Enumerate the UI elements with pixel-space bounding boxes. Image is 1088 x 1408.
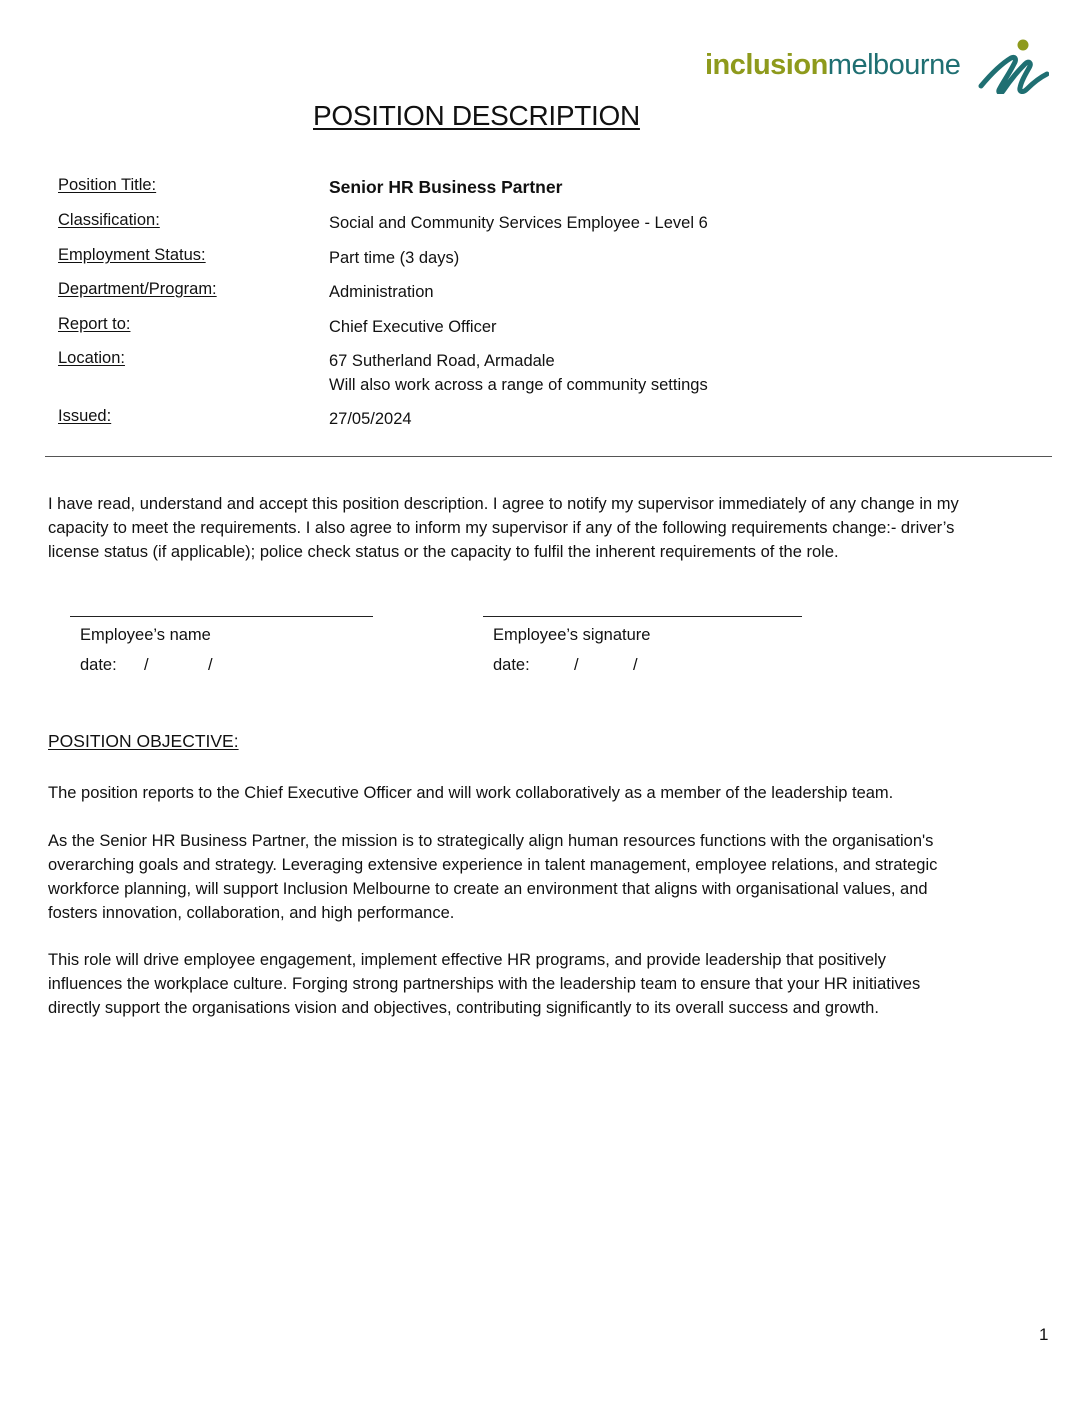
employee-name-label: Employee’s name <box>80 626 211 644</box>
detail-value: Chief Executive Officer <box>329 318 497 336</box>
detail-value: 67 Sutherland Road, Armadale <box>329 352 555 370</box>
logo-wordmark-melbourne: melbourne <box>827 49 961 81</box>
detail-value: Administration <box>329 283 434 301</box>
detail-value: Part time (3 days) <box>329 249 460 267</box>
organisation-logo <box>705 38 1050 94</box>
declaration-line: capacity to meet the requirements. I also agree to inform my supervisor if any of the following requirements change:- driver’s <box>48 519 955 537</box>
logo-wordmark-inclusion: inclusion <box>705 49 828 81</box>
declaration-line: I have read, understand and accept this position description. I agree to notify my supervisor immediately of any change in my <box>48 495 959 513</box>
objective-paragraph-2 <box>48 829 1048 925</box>
employee-name-line[interactable] <box>70 616 373 617</box>
paragraph-line: influences the workplace culture. Forging strong partnerships with the leadership team to ensure that your HR initiatives <box>48 975 921 993</box>
section-divider <box>45 456 1052 457</box>
date-separator: / <box>208 656 213 674</box>
paragraph-line: This role will drive employee engagement, implement effective HR programs, and provide leadership that positively <box>48 951 886 969</box>
detail-label: Position Title: <box>58 176 157 194</box>
name-date-label: date: <box>80 656 117 674</box>
date-separator: / <box>144 656 149 674</box>
signature-date-label: date: <box>493 656 530 674</box>
declaration-line: license status (if applicable); police check status or the capacity to fulfil the inherent requirements of the role. <box>48 543 839 561</box>
detail-value: Senior HR Business Partner <box>329 177 563 197</box>
paragraph-line: fosters innovation, collaboration, and high performance. <box>48 904 455 922</box>
detail-label: Employment Status: <box>58 246 206 264</box>
detail-value-line2: Will also work across a range of community settings <box>329 376 708 394</box>
paragraph-line: directly support the organisations vision and objectives, contributing significantly to its overall success and growth. <box>48 999 879 1017</box>
declaration-text <box>48 492 1058 564</box>
employee-signature-label: Employee’s signature <box>493 626 651 644</box>
employee-signature-line[interactable] <box>483 616 802 617</box>
page-number: 1 <box>1039 1325 1049 1344</box>
paragraph-line: overarching goals and strategy. Leveraging extensive experience in talent management, employee relations, and strategic <box>48 856 938 874</box>
objective-paragraph-1 <box>48 781 1048 805</box>
detail-value: Social and Community Services Employee - Level 6 <box>329 214 708 232</box>
detail-label: Report to: <box>58 315 131 333</box>
paragraph-line: The position reports to the Chief Executive Officer and will work collaboratively as a member of the leadership team. <box>48 784 894 802</box>
paragraph-line: workforce planning, will support Inclusion Melbourne to create an environment that aligns with organisational values, and <box>48 880 928 898</box>
date-separator: / <box>633 656 638 674</box>
detail-value: 27/05/2024 <box>329 410 412 428</box>
detail-label: Department/Program: <box>58 280 217 298</box>
logo-wordmark <box>705 48 960 82</box>
detail-label: Location: <box>58 349 125 367</box>
paragraph-line: As the Senior HR Business Partner, the mission is to strategically align human resources functions with the organisation's <box>48 832 934 850</box>
position-objective-heading: POSITION OBJECTIVE: <box>48 731 239 751</box>
objective-paragraph-3 <box>48 948 1048 1020</box>
detail-label: Issued: <box>58 407 112 425</box>
page-title: POSITION DESCRIPTION <box>313 100 640 131</box>
detail-label: Classification: <box>58 211 160 229</box>
inclusion-melbourne-mark-icon <box>977 38 1049 94</box>
date-separator: / <box>574 656 579 674</box>
